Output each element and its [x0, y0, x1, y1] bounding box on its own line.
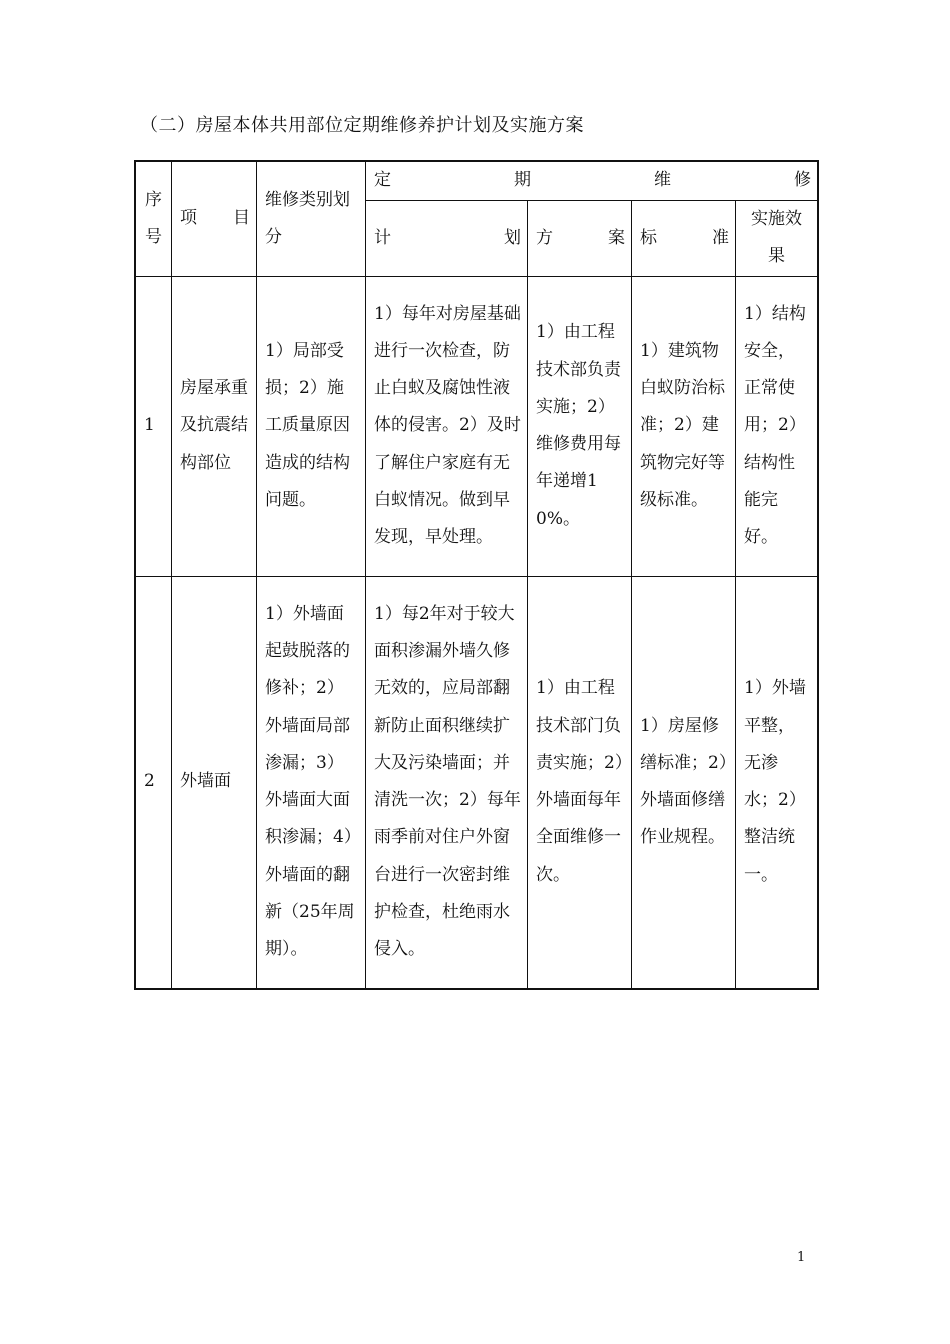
row-plan: 1）每年对房屋基础进行一次检查，防止白蚁及腐蚀性液体的侵害。2）及时了解住户家庭有无白蚁情况。做到早发现，早处理。 — [366, 276, 528, 576]
row-item: 房屋承重及抗震结构部位 — [172, 276, 257, 576]
header-category: 维修类别划分 — [257, 162, 366, 277]
row-seq: 1 — [136, 276, 172, 576]
header-scheme: 方 案 — [528, 201, 632, 277]
row-category: 1）局部受损；2）施工质量原因造成的结构问题。 — [257, 276, 366, 576]
document-title: （二）房屋本体共用部位定期维修养护计划及实施方案 — [140, 115, 584, 136]
row-scheme: 1）由工程技术部负责实施；2）维修费用每年递增10%。 — [528, 276, 632, 576]
row-scheme: 1）由工程技术部门负责实施；2）外墙面每年全面维修一次。 — [528, 576, 632, 988]
maintenance-plan-table — [135, 161, 818, 989]
row-seq: 2 — [136, 576, 172, 988]
row-item: 外墙面 — [172, 576, 257, 988]
header-periodic-maintenance: 定 期 维 修 — [366, 162, 818, 201]
row-standard: 1）建筑物白蚁防治标准；2）建筑物完好等级标准。 — [632, 276, 736, 576]
header-row-1 — [136, 162, 818, 201]
header-item: 项 目 — [172, 162, 257, 277]
row-category: 1）外墙面起鼓脱落的修补；2）外墙面局部渗漏；3）外墙面大面积渗漏；4）外墙面的翻新（25年周期）。 — [257, 576, 366, 988]
row-effect: 1）外墙平整，无渗水；2）整洁统一。 — [736, 576, 818, 988]
row-standard: 1）房屋修缮标准；2）外墙面修缮作业规程。 — [632, 576, 736, 988]
header-plan: 计 划 — [366, 201, 528, 277]
table-row — [136, 576, 818, 988]
table-row — [136, 276, 818, 576]
row-effect: 1）结构安全，正常使用；2）结构性能完好。 — [736, 276, 818, 576]
header-effect: 实施效果 — [736, 201, 818, 277]
row-plan: 1）每2年对于较大面积渗漏外墙久修无效的，应局部翻新防止面积继续扩大及污染墙面；并清洗一次；2）每年雨季前对住户外窗台进行一次密封维护检查，杜绝雨水侵入。 — [366, 576, 528, 988]
header-seq: 序号 — [136, 162, 172, 277]
header-standard: 标 准 — [632, 201, 736, 277]
page-number: 1 — [797, 1250, 806, 1265]
